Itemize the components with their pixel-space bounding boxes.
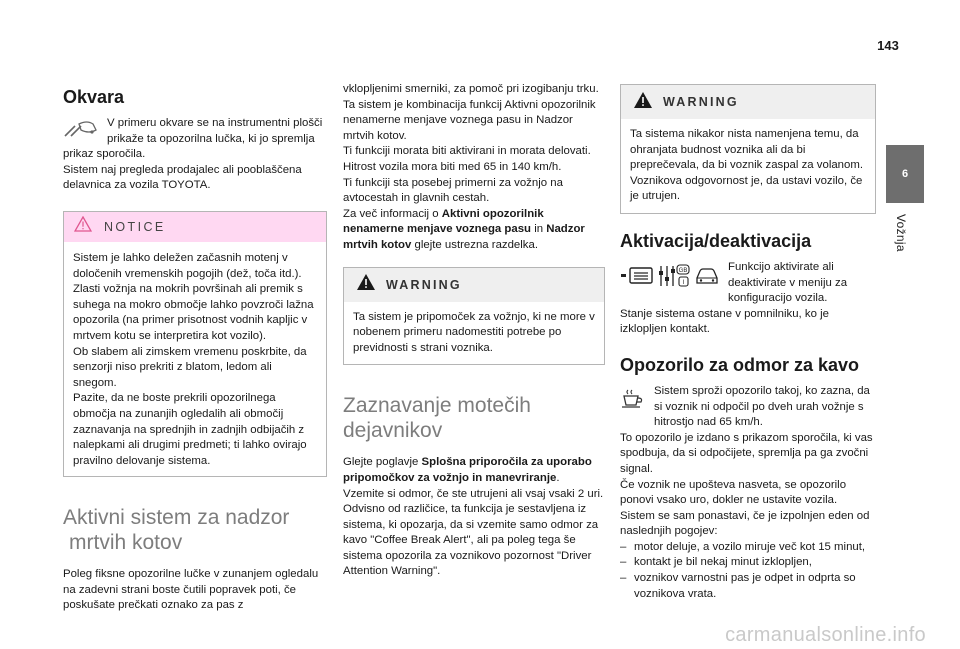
list-item	[620, 540, 876, 556]
notice-header	[64, 212, 326, 242]
warning-text-2: Ta sistema nikakor nista namenjena temu, da ohranjata budnost voznika ali da bi preprečevala, da bi voznik zaspal za volanom. Voznikova odgovornost je, da ustavi vozilo, če je utrujen.	[630, 128, 864, 203]
watermark: carmanualsonline.info	[725, 624, 926, 646]
list-dash: –	[620, 572, 627, 585]
notice-box	[63, 211, 327, 477]
coffee-cup-icon	[620, 388, 646, 415]
list-item-text: voznikov varnostni pas je odpet in odprta so voznikova vrata.	[634, 572, 856, 600]
activation-heading: Aktivacija/deaktivacija	[620, 230, 812, 251]
bsm-heading-line2: mrtvih kotov	[69, 531, 183, 555]
drowsy-text	[343, 455, 605, 580]
config-icons	[620, 263, 720, 294]
page-number: 143	[877, 38, 899, 53]
bsm-in: in	[531, 223, 547, 236]
warning-triangle-icon	[356, 273, 376, 296]
activation-text: Funkcijo aktivirate ali deaktivirate v meniju za konfiguracijo vozila. Stanje sistema ostane v pomnilniku, ko je izklopljen kontakt.	[620, 260, 848, 336]
list-dash: –	[620, 556, 627, 569]
chapter-number: 6	[901, 168, 909, 180]
bsm-heading	[63, 505, 327, 555]
list-item	[620, 571, 876, 602]
driving-aids-link: Splošna priporočila za uporabo pripomočkov za vožnjo in manevriranje	[343, 456, 592, 484]
bsm-text-continued	[343, 82, 605, 254]
drowsy-post: . Vzemite si odmor, če ste utrujeni ali vsaj vsaki 2 uri. Odvisno od različice, ta funkcija je sestavljena iz sistema, ki opozarja, da si vzemite samo odmor za kavo "Coffee Break Alert", ali pa poleg tega še sistema opozorila za voznikovo pozornost "Driver Attention Warning".	[343, 471, 604, 578]
coffee-text: Sistem sproži opozorilo takoj, ko zazna, da si voznik ni odpočil po dveh urah vožnje s hitrostjo nad 65 km/h. To opozorilo je izdano s prikazom sporočila, ki vas spodbuja, da si odpočijete, spremlja pa ga zvočni signal. Če voznik ne upošteva nasveta, se opozorilo ponovi vsako uro, dokler ne ustavite vozila. Sistem se sam ponastavi, če je izpolnjen eden od naslednjih pogojev:	[620, 384, 873, 538]
list-item-text: motor deluje, a vozilo miruje več kot 15 minut,	[634, 540, 866, 553]
settings-icon	[657, 263, 691, 294]
fault-text: V primeru okvare se na instrumentni plošči prikaže ta opozorilna lučka, ki jo spremlja prikaz sporočila. Sistem naj pregleda prodajalec ali pooblaščena delavnica za vozila TOYOTA.	[63, 117, 323, 192]
warning-label-2: WARNING	[663, 95, 739, 109]
activation-section	[620, 260, 876, 338]
column-3	[620, 84, 876, 602]
drowsy-heading	[343, 393, 605, 443]
chapter-title: Vožnja	[894, 214, 908, 252]
column-2	[343, 82, 605, 580]
drowsy-heading-line1: Zaznavanje motečih	[343, 394, 531, 418]
column-1	[63, 86, 327, 614]
bsm-heading-line1: Aktivni sistem za nadzor	[63, 506, 290, 530]
fault-section	[63, 116, 327, 194]
lane-assist-fault-icon	[63, 118, 99, 143]
bsm-end: glejte ustrezna razdelka.	[411, 238, 538, 251]
notice-label: NOTICE	[104, 219, 166, 234]
lane-departure-link: Aktivni opozorilnik nenamerne menjave voznega pasu	[343, 207, 544, 236]
coffee-section	[620, 384, 876, 602]
svg-text:GB: GB	[678, 267, 688, 274]
coffee-conditions-list	[620, 540, 876, 602]
warning-text-1: Ta sistem je pripomoček za vožnjo, ki ne more v nobenem primeru nadomestiti potrebe po previdnosti s strani voznika.	[353, 310, 595, 354]
svg-text:I: I	[682, 279, 685, 286]
warning-header-1	[344, 268, 604, 302]
warning-box-2	[620, 84, 876, 214]
vehicle-icon	[694, 265, 720, 292]
fault-heading: Okvara	[63, 87, 125, 107]
caution-triangle-icon	[74, 216, 92, 237]
list-dash: –	[620, 540, 627, 553]
notice-text: Sistem je lahko deležen začasnih motenj v določenih vremenskih pogojih (dež, toča itd.). Zlasti vožnja na mokrih površinah ali premik s suhega na mokro območje lahko povzroči lažna opozorila (na primer prisotnost vodnih kapljic v mrtvem kotu se interpretira kot vozilo). Ob slabem ali zimskem vremenu poskrbite, da senzorji niso prekriti z blatom, ledom ali snegom. Pazite, da ne boste prekrili opozorilnega območja na zunanjih ogledalih ali območij zaznavanja na sprednjih in zadnjih odbijačih z nalepkami ali drugimi predmeti; ti lahko ovirajo pravilno delovanje sistema.	[73, 251, 314, 467]
bsm-continued-text: vklopljenimi smerniki, za pomoč pri izogibanju trku. Ta sistem je kombinacija funkcij Aktivni opozorilnik nenamerne menjave voznega pasu in Nadzor mrtvih kotov. Ti funkciji morata biti aktivirani in morata delovati. Hitrost vozila mora biti med 65 in 140 km/h. Ti funkciji sta posebej primerni za vožnjo na avtocestah in glavnih cestah. Za več informacij o	[343, 83, 599, 220]
menu-screen-icon	[620, 265, 654, 292]
drowsy-pre: Glejte poglavje	[343, 456, 422, 469]
bsm-text: Poleg fiksne opozorilne lučke v zunanjem ogledalu na zadevni strani boste čutili popravek poti, če poskušate prečkati oznako za pas z	[63, 568, 319, 612]
list-item-text: kontakt je bil nekaj minut izklopljen,	[634, 556, 812, 569]
coffee-heading: Opozorilo za odmor za kavo	[620, 354, 860, 375]
warning-header-2	[621, 85, 875, 119]
list-item	[620, 555, 876, 571]
warning-label-1: WARNING	[386, 277, 462, 292]
chapter-tab[interactable]	[886, 145, 924, 203]
blind-spot-link: Nadzor mrtvih kotov	[343, 223, 585, 251]
drowsy-heading-line2: dejavnikov	[343, 419, 443, 443]
warning-box-1	[343, 267, 605, 366]
warning-triangle-icon	[633, 91, 653, 114]
